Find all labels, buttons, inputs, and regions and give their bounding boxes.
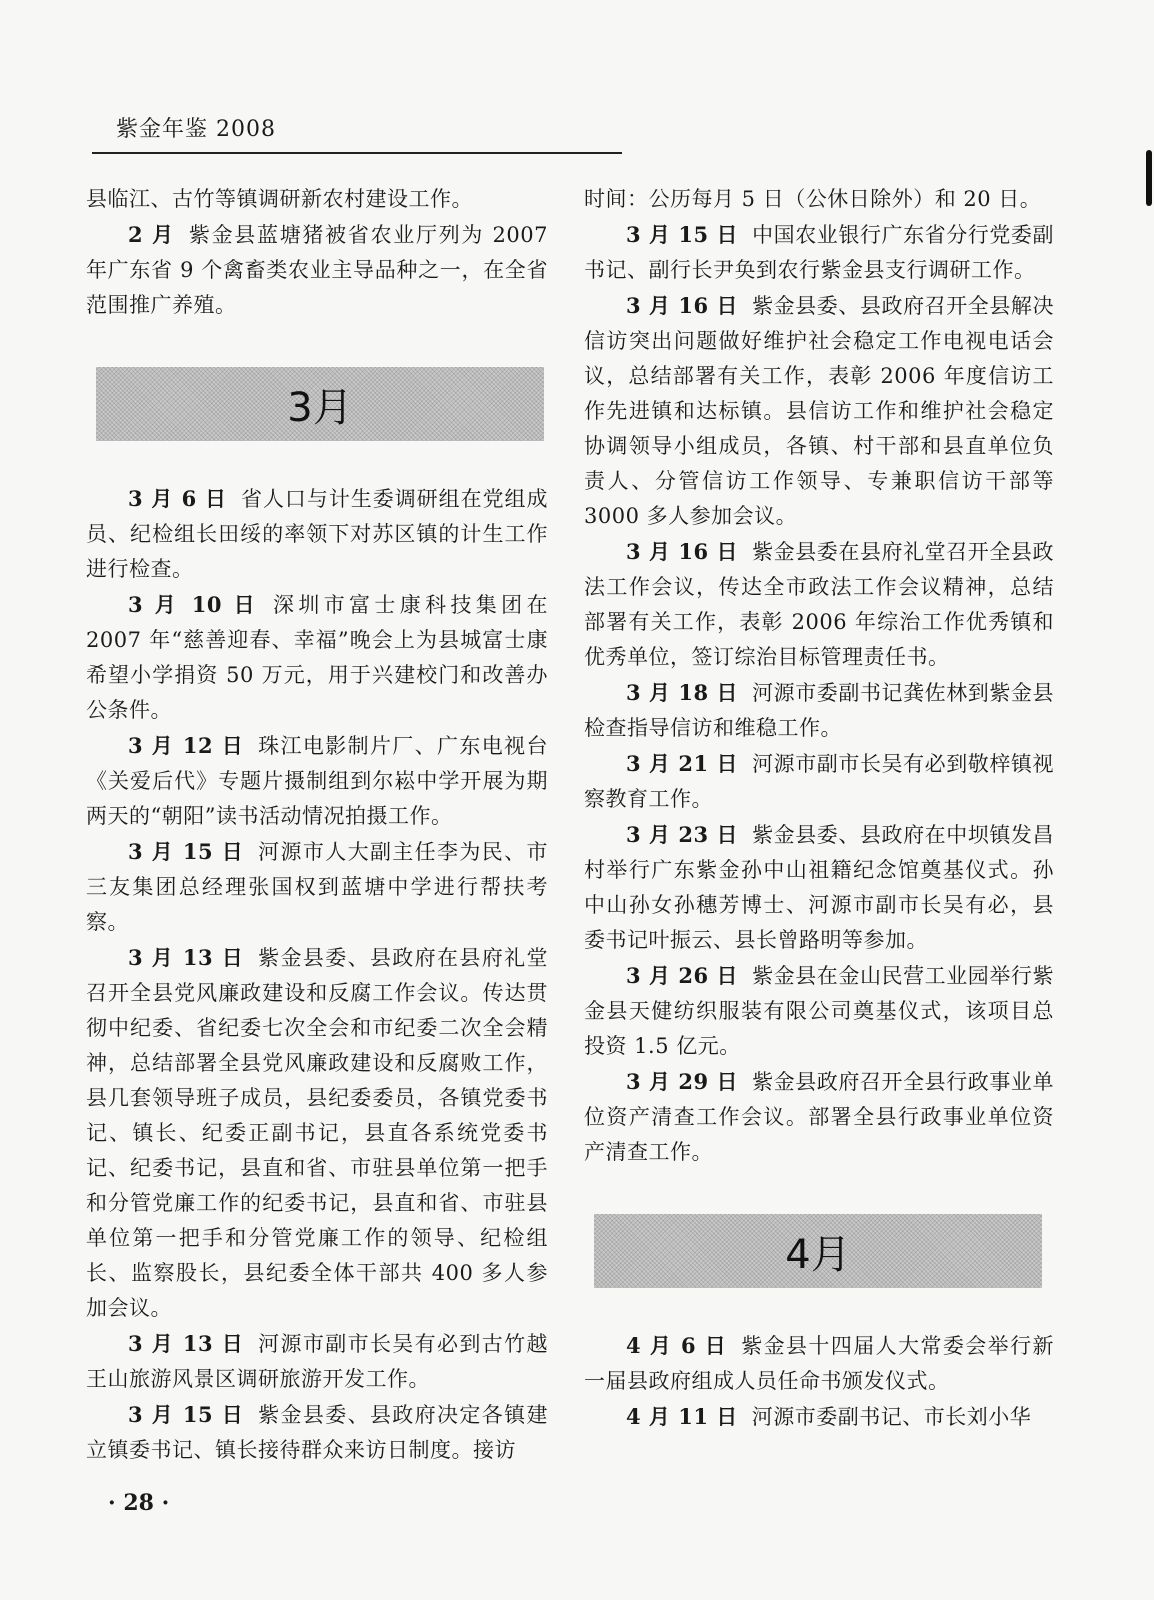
entry-text: 县临江、古竹等镇调研新农村建设工作。 (86, 187, 473, 211)
entry-text: 紫金县蓝塘猪被省农业厅列为 2007 年广东省 9 个禽畜类农业主导品种之一，在全省范围推广养殖。 (86, 223, 548, 317)
chronicle-entry (584, 675, 1054, 746)
chronicle-entry (86, 940, 548, 1326)
entry-date: 3 月 29 日 (626, 1069, 739, 1094)
chronicle-entry (584, 288, 1054, 534)
month-heading-band (96, 367, 544, 441)
chronicle-entry (86, 1326, 548, 1397)
entry-text: 河源市委副书记龚佐林到紫金县检查指导信访和维稳工作。 (584, 681, 1054, 740)
entry-date: 3 月 16 日 (626, 293, 739, 318)
entry-text: 紫金县十四届人大常委会举行新一届县政府组成人员任命书颁发仪式。 (584, 1334, 1054, 1393)
running-header: 紫金年鉴 2008 (116, 117, 276, 142)
entry-date: 3 月 26 日 (626, 963, 739, 988)
entry-text: 时间：公历每月 5 日（公休日除外）和 20 日。 (584, 187, 1042, 211)
entry-text: 省人口与计生委调研组在党组成员、纪检组长田绥的率领下对苏区镇的计生工作进行检查。 (86, 487, 548, 581)
entry-text: 紫金县委在县府礼堂召开全县政法工作会议，传达全市政法工作会议精神，总结部署有关工作，表彰 2006 年综治工作优秀镇和优秀单位，签订综治目标管理责任书。 (584, 540, 1054, 669)
entry-date: 3 月 23 日 (626, 822, 739, 847)
entry-text: 紫金县委、县政府召开全县解决信访突出问题做好维护社会稳定工作电视电话会议，总结部署有关工作，表彰 2006 年度信访工作先进镇和达标镇。县信访工作和维护社会稳定协调领导小组成员，各镇、村干部和县直单位负责人、分管信访工作领导、专兼职信访干部等 3000 多人参加会议。 (584, 294, 1054, 528)
left-column (86, 182, 548, 1468)
chronicle-entry (86, 834, 548, 940)
chronicle-entry (86, 481, 548, 587)
entry-text: 紫金县委、县政府决定各镇建立镇委书记、镇长接待群众来访日制度。接访 (86, 1403, 548, 1462)
chronicle-entry (584, 817, 1054, 958)
entry-text: 河源市委副书记、市长刘小华 (751, 1405, 1032, 1429)
chronicle-entry (86, 182, 548, 217)
chronicle-entry (584, 958, 1054, 1064)
entry-date: 3 月 15 日 (128, 839, 245, 864)
chronicle-entry (584, 1064, 1054, 1170)
month-heading: 3月 (287, 384, 353, 431)
entry-date: 3 月 16 日 (626, 539, 739, 564)
page-number: · 28 · (108, 1490, 170, 1516)
entry-date: 3 月 6 日 (128, 486, 227, 511)
chronicle-entry (584, 1399, 1054, 1435)
entry-date: 3 月 15 日 (128, 1402, 245, 1427)
entry-date: 3 月 12 日 (128, 733, 245, 758)
entry-text: 中国农业银行广东省分行党委副书记、副行长尹奂到农行紫金县支行调研工作。 (584, 223, 1054, 282)
chronicle-entry (584, 534, 1054, 675)
entry-date: 3 月 21 日 (626, 751, 739, 776)
right-column (584, 182, 1054, 1435)
chronicle-entry (86, 728, 548, 834)
entry-date: 4 月 6 日 (626, 1333, 728, 1358)
entry-date: 3 月 10 日 (128, 592, 260, 617)
chronicle-entry (86, 1397, 548, 1468)
entry-date: 4 月 11 日 (626, 1404, 738, 1429)
month-heading-band (594, 1214, 1042, 1288)
entry-text: 紫金县在金山民营工业园举行紫金县天健纺织服装有限公司奠基仪式，该项目总投资 1.5 亿元。 (584, 964, 1054, 1058)
chronicle-entry (86, 587, 548, 728)
chronicle-entry (584, 746, 1054, 817)
entry-text: 紫金县委、县政府在县府礼堂召开全县党风廉政建设和反腐工作会议。传达贯彻中纪委、省纪委七次全会和市纪委二次全会精神，总结部署全县党风廉政建设和反腐败工作，县几套领导班子成员，县纪委委员，各镇党委书记、镇长、纪委正副书记，县直各系统党委书记、纪委书记，县直和省、市驻县单位第一把手和分管党廉工作的纪委书记，县直和省、市驻县单位第一把手和分管党廉工作的领导、纪检组长、监察股长，县纪委全体干部共 400 多人参加会议。 (86, 946, 548, 1320)
entry-text: 河源市人大副主任李为民、市三友集团总经理张国权到蓝塘中学进行帮扶考察。 (86, 840, 548, 934)
entry-text: 紫金县委、县政府在中坝镇发昌村举行广东紫金孙中山祖籍纪念馆奠基仪式。孙中山孙女孙穗芳博士、河源市副市长吴有必，县委书记叶振云、县长曾路明等参加。 (584, 823, 1054, 952)
scan-edge-mark (1146, 150, 1152, 206)
entry-text: 紫金县政府召开全县行政事业单位资产清查工作会议。部署全县行政事业单位资产清查工作。 (584, 1070, 1054, 1164)
entry-date: 3 月 18 日 (626, 680, 739, 705)
entry-text: 珠江电影制片厂、广东电视台《关爱后代》专题片摄制组到尔崧中学开展为期两天的“朝阳”读书活动情况拍摄工作。 (86, 734, 548, 828)
entry-date: 3 月 13 日 (128, 945, 245, 970)
entry-date: 2 月 (128, 222, 175, 247)
header-rule (92, 152, 622, 154)
entry-text: 河源市副市长吴有必到敬梓镇视察教育工作。 (584, 752, 1054, 811)
entry-date: 3 月 15 日 (626, 222, 739, 247)
chronicle-entry (584, 1328, 1054, 1399)
entry-text: 河源市副市长吴有必到古竹越王山旅游风景区调研旅游开发工作。 (86, 1332, 548, 1391)
entry-text: 深圳市富士康科技集团在 2007 年“慈善迎春、幸福”晚会上为县城富士康希望小学捐资 50 万元，用于兴建校门和改善办公条件。 (86, 593, 548, 722)
chronicle-entry (584, 182, 1054, 217)
entry-date: 3 月 13 日 (128, 1331, 245, 1356)
chronicle-entry (86, 217, 548, 323)
chronicle-entry (584, 217, 1054, 288)
month-heading: 4月 (785, 1231, 851, 1278)
